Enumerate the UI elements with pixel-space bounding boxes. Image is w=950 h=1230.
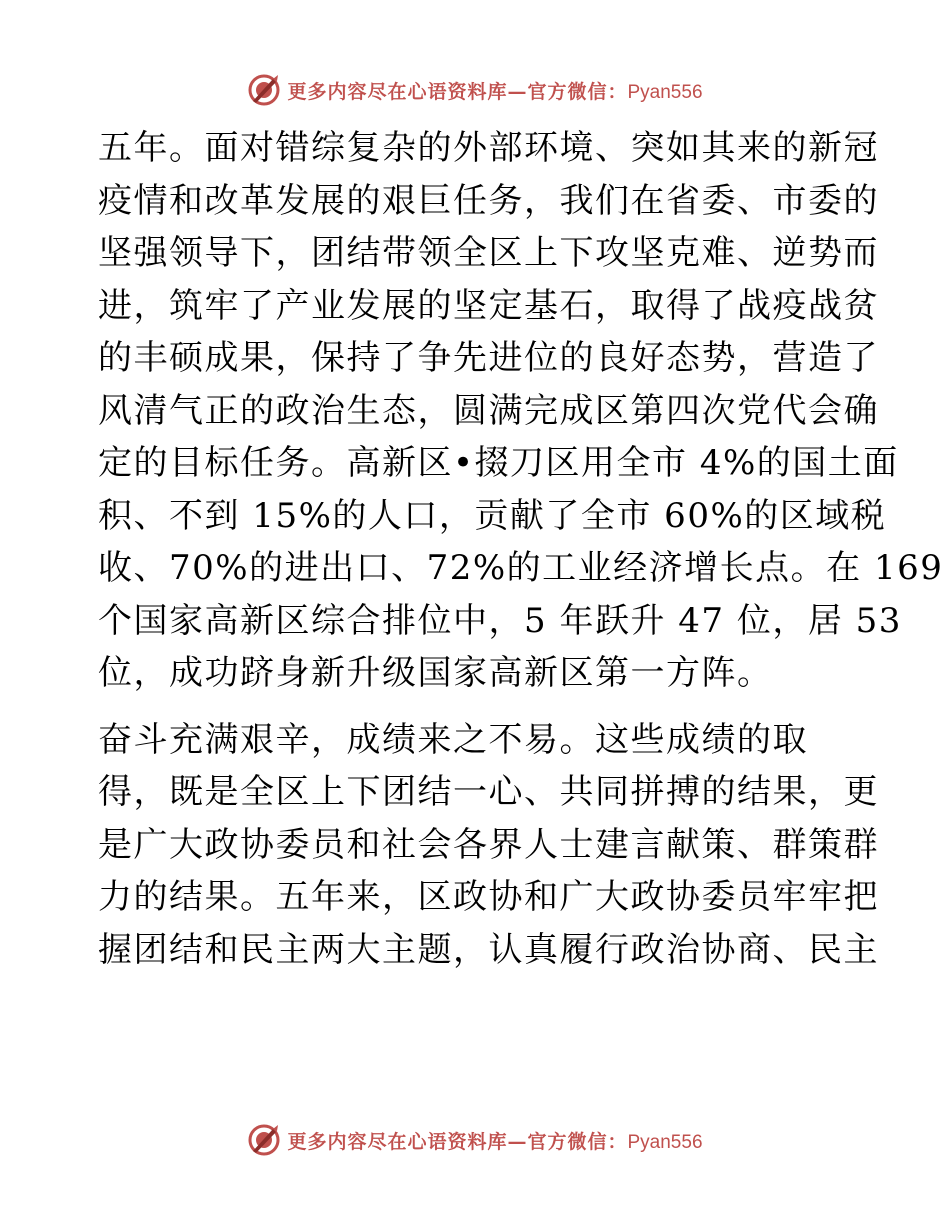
text-line: 坚强领导下，团结带领全区上下攻坚克难、逆势而	[98, 233, 879, 273]
text-line: 定的目标任务。高新区•掇刀区用全市 4%的国土面	[98, 443, 899, 483]
text-line: 得，既是全区上下团结一心、共同拼搏的结果，更	[98, 772, 879, 812]
quill-seal-icon	[247, 1123, 281, 1157]
paragraph-2	[98, 714, 879, 977]
text-line: 力的结果。五年来，区政协和广大政协委员牢牢把	[98, 877, 879, 917]
watermark-text: 更多内容尽在心语资料库—官方微信：Pyan556	[287, 1130, 703, 1153]
watermark-text: 更多内容尽在心语资料库—官方微信：Pyan556	[287, 80, 703, 103]
text-line: 个国家高新区综合排位中，5 年跃升 47 位，居 53	[98, 600, 902, 641]
text-line: 五年。面对错综复杂的外部环境、突如其来的新冠	[98, 128, 879, 168]
document-body	[98, 122, 944, 976]
text-line: 是广大政协委员和社会各界人士建言献策、群策群	[98, 824, 879, 865]
text-line: 疫情和改革发展的艰巨任务，我们在省委、市委的	[98, 180, 879, 221]
text-line: 奋斗充满艰辛，成绩来之不易。这些成绩的取	[98, 719, 808, 760]
text-line: 收、70%的进出口、72%的工业经济增长点。在 169	[98, 548, 944, 588]
paragraph-1	[98, 122, 944, 700]
paragraph-gap	[98, 700, 858, 714]
header-watermark	[0, 70, 950, 110]
text-line: 位，成功跻身新升级国家高新区第一方阵。	[98, 653, 773, 693]
quill-seal-icon	[247, 73, 281, 107]
text-line: 进，筑牢了产业发展的坚定基石，取得了战疫战贫	[98, 285, 879, 326]
text-line: 握团结和民主两大主题，认真履行政治协商、民主	[98, 929, 879, 970]
text-line: 的丰硕成果，保持了争先进位的良好态势，营造了	[98, 338, 879, 378]
text-line: 积、不到 15%的人口，贡献了全市 60%的区域税	[98, 495, 887, 536]
footer-watermark	[0, 1120, 950, 1160]
text-line: 风清气正的政治生态，圆满完成区第四次党代会确	[98, 390, 879, 431]
